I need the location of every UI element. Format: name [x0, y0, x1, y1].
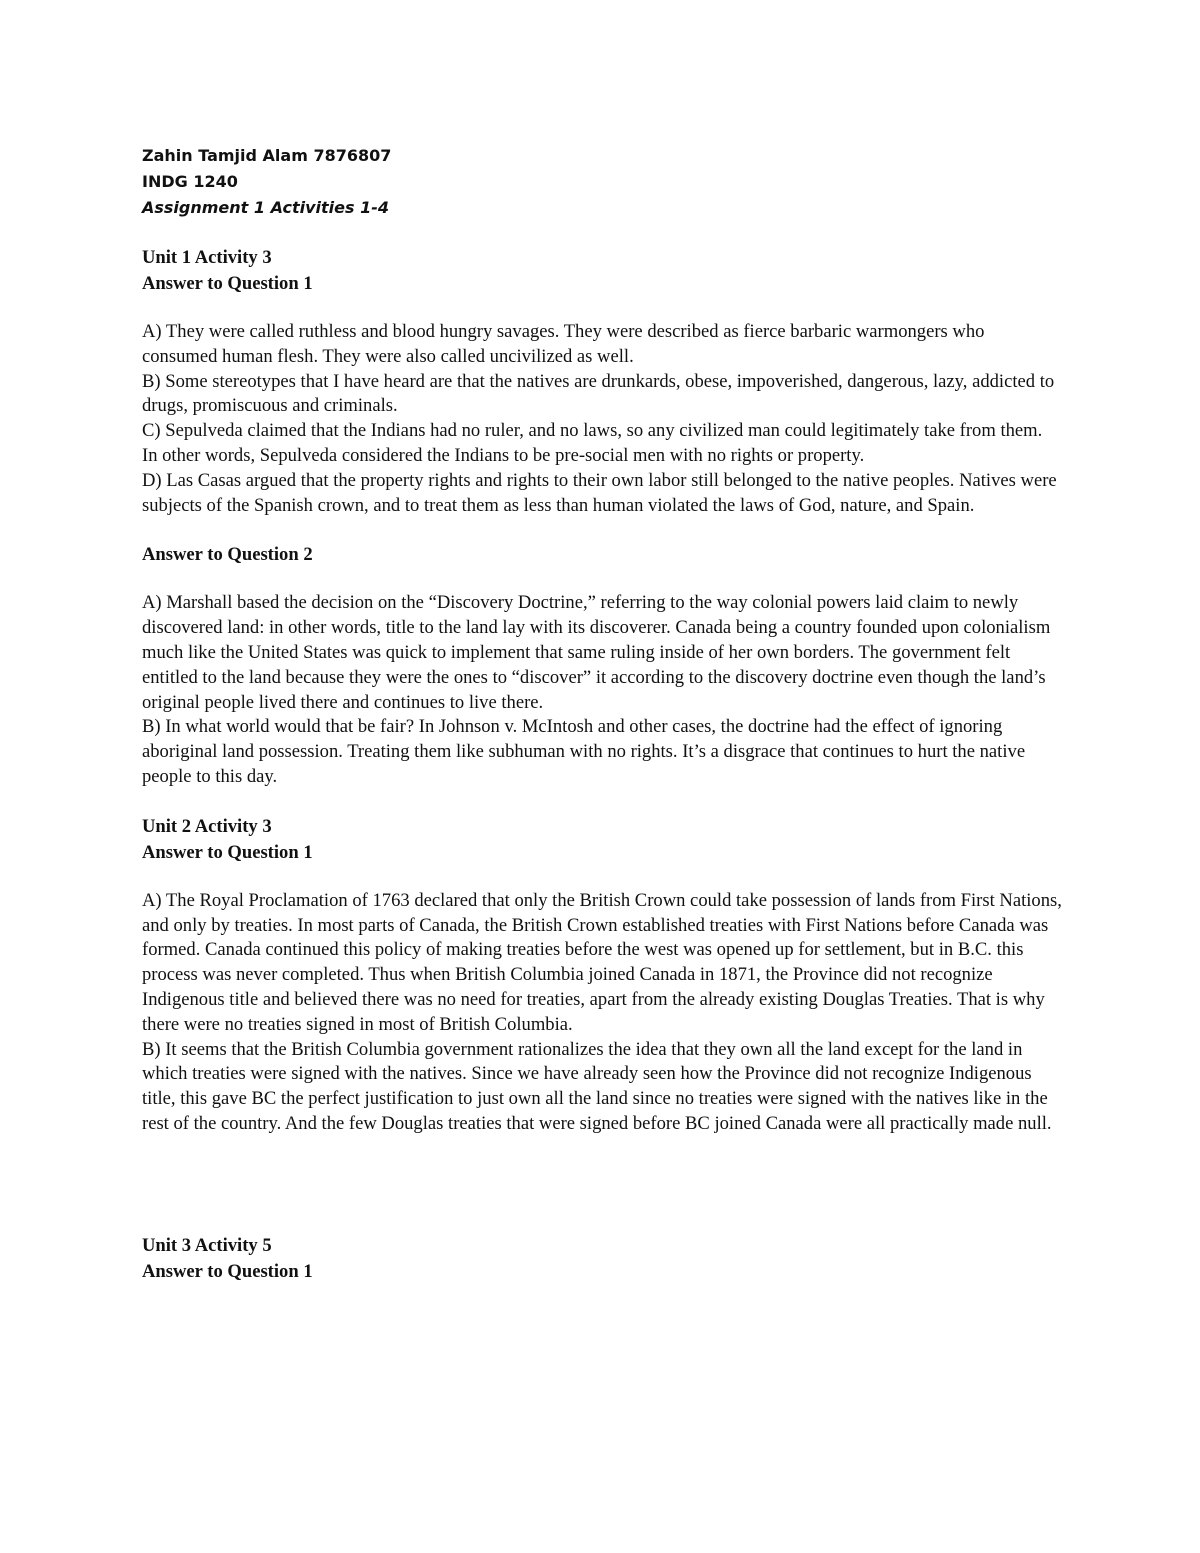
unit1-q1-answer-b: B) Some stereotypes that I have heard are that the natives are drunkards, obese, impoverished, dangerous, lazy, addicted to drugs, promiscuous and criminals.: [142, 370, 1055, 417]
unit2-q1-answer-a: A) The Royal Proclamation of 1763 declared that only the British Crown could take possession of lands from First Nations, and only by treaties. In most parts of Canada, the British Crown established treaties with First Nations before Canada was formed. Canada continued this policy of making treaties before the west was opened up for settlement, but in B.C. this process was never completed. Thus when British Columbia joined Canada in 1871, the Province did not recognize Indigenous title and believed there was no need for treaties, apart from the already existing Douglas Treaties. That is why there were no treaties signed in most of British Columbia.: [142, 889, 1062, 1035]
author-line: Zahin Tamjid Alam 7876807: [142, 146, 392, 165]
spacer: [142, 866, 1062, 889]
unit1-q2-title: Answer to Question 2: [142, 544, 313, 566]
spacer: [142, 1137, 1062, 1233]
unit2-title: Unit 2 Activity 3: [142, 815, 272, 837]
assignment-title: Assignment 1 Activities 1-4: [142, 198, 389, 217]
unit3-q1-title: Answer to Question 1: [142, 1260, 313, 1282]
spacer: [142, 790, 1062, 814]
unit3-title: Unit 3 Activity 5: [142, 1234, 272, 1256]
unit1-q1-answer-c: C) Sepulveda claimed that the Indians had no ruler, and no laws, so any civilized man could legitimately take from them. In other words, Sepulveda considered the Indians to be pre-social men with no rights or property.: [142, 420, 1043, 466]
spacer: [142, 297, 1062, 320]
unit2-q1-title: Answer to Question 1: [142, 841, 313, 863]
unit1-title: Unit 1 Activity 3: [142, 247, 272, 268]
unit1-q1-answer-d: D) Las Casas argued that the property rights and rights to their own labor still belonged to the native peoples. Natives were subjects of the Spanish crown, and to treat them as less than human violated the laws of God, nature, and Spain.: [142, 469, 1057, 516]
spacer: [142, 568, 1062, 591]
unit1-q1-title: Answer to Question 1: [142, 273, 313, 294]
spacer: [142, 221, 1062, 245]
unit1-q1-answer-a: A) They were called ruthless and blood hungry savages. They were described as fierce barbaric warmongers who consumed human flesh. They were also called uncivilized as well.: [142, 321, 985, 367]
course-code: INDG 1240: [142, 172, 238, 191]
document-body: [142, 143, 1062, 1285]
unit1-q2-answer-a: A) Marshall based the decision on the “Discovery Doctrine,” referring to the way colonial powers laid claim to newly discovered land: in other words, title to the land lay with its discoverer. Canada being a country founded upon colonialism much like the United States was quick to implement that same ruling inside of her own borders. The government felt entitled to the land because they were the ones to “discover” it according to the discovery doctrine even though the land’s original people lived there and continues to live there.: [142, 592, 1051, 713]
unit1-q2-answer-b: B) In what world would that be fair? In Johnson v. McIntosh and other cases, the doctrine had the effect of ignoring aboriginal land possession. Treating them like subhuman with no rights. It’s a disgrace that continues to hurt the native people to this day.: [142, 716, 1026, 787]
spacer: [142, 518, 1062, 542]
unit2-q1-answer-b: B) It seems that the British Columbia government rationalizes the idea that they own all the land except for the land in which treaties were signed with the natives. Since we have already seen how the Province did not recognize Indigenous title, this gave BC the perfect justification to just own all the land since no treaties were signed with the natives like in the rest of the country. And the few Douglas treaties that were signed before BC joined Canada were all practically made null.: [142, 1038, 1052, 1134]
